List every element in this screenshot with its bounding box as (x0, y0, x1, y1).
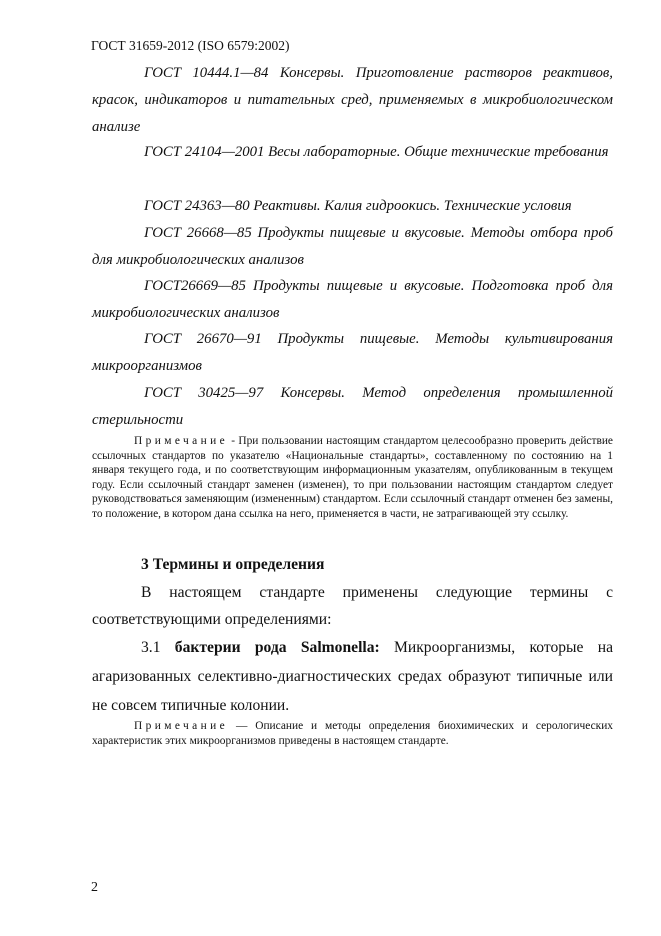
reference-item: ГОСТ 30425—97 Консервы. Метод определения промышленной стерильности (92, 385, 613, 428)
reference-item: ГОСТ 26670—91 Продукты пищевые. Методы культивирования микроорганизмов (92, 331, 613, 374)
term-definition (92, 633, 613, 720)
note-label: Примечание (134, 435, 229, 447)
reference-item: ГОСТ 10444.1—84 Консервы. Приготовление растворов реактивов, красок, индикаторов и питательных сред, применяемых в микробиологическом анализе (92, 65, 613, 135)
term-number: 3.1 (141, 639, 161, 656)
note-term (92, 719, 613, 748)
note-text: — Описание и методы определения биохимических и серологических характеристик этих микроорганизмов приведены в настоящем стандарте. (92, 720, 613, 747)
term-text: Микроорганизмы, которые на агаризованных селективно-диагностических средах образуют типичные или не совсем типичные колонии. (92, 639, 613, 714)
document-header: ГОСТ 31659-2012 (ISO 6579:2002) (91, 38, 290, 53)
section-title: 3 Термины и определения (141, 556, 325, 573)
section-intro: В настоящем стандарте применены следующие термины с соответствующими определениями: (92, 584, 613, 628)
note-text: - При пользовании настоящим стандартом целесообразно проверить действие ссылочных стандартов по указателю «Национальные стандарты», составленному по состоянию на 1 января текущего года, и по соответствующим информационным указателям, опубликованным в текущем году. Если ссылочный стандарт заменен (изменен), то при пользовании настоящим стандартом следует руководствоваться заменяющим (измененным) стандартом. Если ссылочный стандарт отменен без замены, то положение, в котором дана ссылка на него, применяется в части, не затрагивающей эту ссылку. (92, 435, 613, 520)
page-number: 2 (91, 880, 98, 895)
reference-item: ГОСТ 24363—80 Реактивы. Калия гидроокись. Технические условия (144, 198, 572, 214)
note-references (92, 434, 613, 521)
reference-item: ГОСТ 24104—2001 Весы лабораторные. Общие технические требования (144, 144, 609, 160)
reference-item: ГОСТ 26668—85 Продукты пищевые и вкусовые. Методы отбора проб для микробиологических анализов (92, 225, 613, 268)
note-label: Примечание (134, 720, 229, 732)
term-name: бактерии рода Salmonella: (174, 639, 380, 656)
reference-item: ГОСТ26669—85 Продукты пищевые и вкусовые. Подготовка проб для микробиологических анализов (92, 278, 613, 321)
